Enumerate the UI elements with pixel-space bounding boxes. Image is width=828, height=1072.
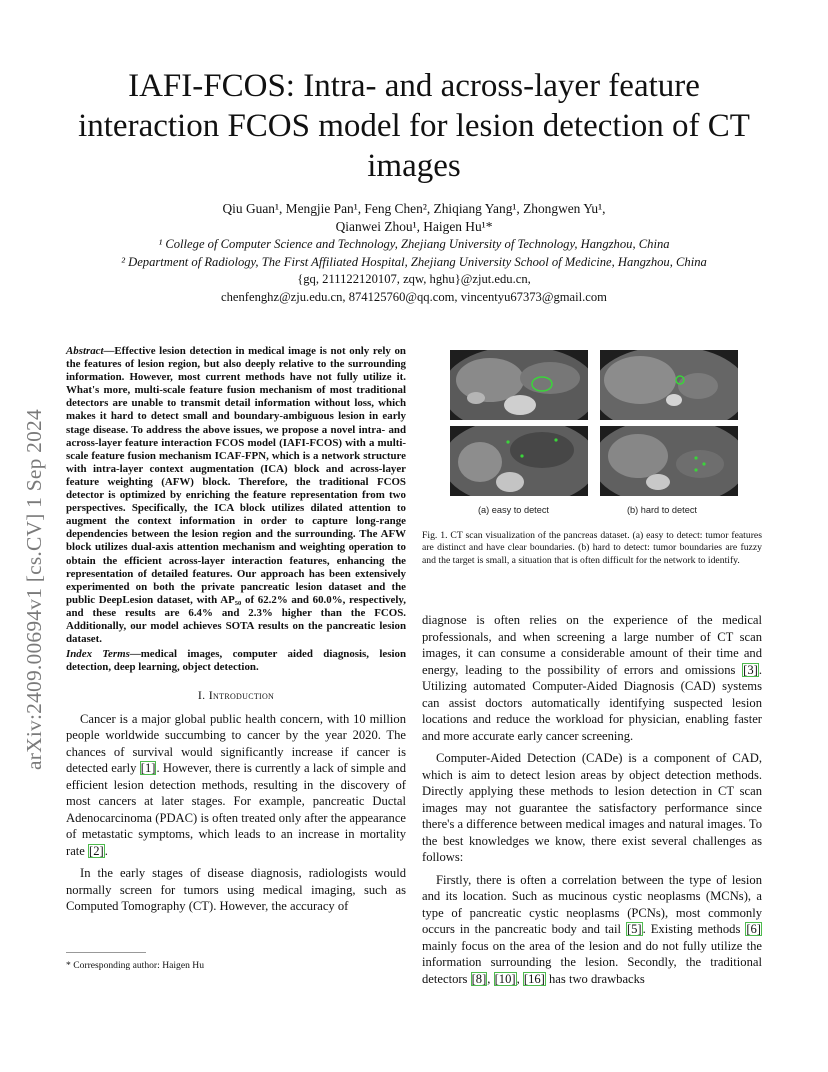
affiliation-1: ¹ College of Computer Science and Technology, Zhejiang University of Technology, Hangzhou, China [158, 237, 670, 251]
citation-link[interactable]: [8] [471, 971, 487, 986]
abstract [66, 345, 406, 646]
author-line-1: Qiu Guan¹, Mengjie Pan¹, Feng Chen², Zhiqiang Yang¹, Zhongwen Yu¹, [222, 201, 606, 216]
text-run: , [487, 971, 494, 986]
citation-link[interactable]: [10] [494, 971, 516, 986]
affiliation-2: ² Department of Radiology, The First Affiliated Hospital, Zhejiang University School of Medicine, Hangzhou, China [121, 254, 707, 269]
footnote-rule [66, 952, 146, 953]
ct-panel-a-bottom [450, 426, 588, 496]
text-run: . Utilizing automated Computer-Aided Diagnosis (CAD) systems can assist doctors automatically identifying suspected lesion locations and reduce the workload for physician, enabling faster and more accurate early cancer screening. [422, 662, 762, 743]
right-column [422, 612, 762, 993]
text-run: mainly focus on the area of the lesion and do not fully utilize the information surrounding the lesion. Secondly, the traditional detectors [422, 938, 762, 986]
text-run: Cancer is a major global public health concern, with 10 million people worldwide succumbing to cancer by the year 2020. The chances of survival would significantly increase if cancer is detected early [66, 711, 406, 776]
left-column [66, 345, 406, 921]
citation-link[interactable]: [2] [89, 843, 104, 858]
citation-link[interactable]: [1] [140, 761, 156, 776]
citation-link[interactable]: [5] [626, 922, 642, 936]
footnote: * Corresponding author: Haigen Hu [66, 960, 205, 971]
ct-panel-a-top [450, 350, 588, 420]
arxiv-identifier: arXiv:2409.00694v1 [cs.CV] 1 Sep 2024 [22, 409, 46, 770]
text-run: . [104, 843, 108, 858]
index-terms-label: Index Terms [66, 648, 130, 661]
intro-paragraph-4: Computer-Aided Detection (CADe) is a component of CAD, which is aim to detect lesion areas by object detection methods. Directly applying these methods to lesion detection in CT scan images may not guarantee the satisfactory performance since there's a difference between medical images and natural images. To the best knowledges we know, there exist several challenges as follows: [422, 751, 762, 864]
author-line-2: Qianwei Zhou¹, Haigen Hu¹* [335, 218, 493, 234]
citation-link[interactable]: [16] [523, 971, 545, 986]
arxiv-sidebar [21, 290, 47, 770]
email-line-2: chenfenghz@zju.edu.cn, 874125760@qq.com, vincentyu67373@gmail.com [221, 289, 607, 304]
text-run: . However, there is currently a lack of simple and efficient lesion detection methods, resulting in the discovery of most cancers at later stages. For example, pancreatic Ductal Adenocarcinoma (PDAC) is often treated only after the appearance of metastatic symptoms, which leads to an increase in mortality rate [66, 761, 406, 858]
index-terms-text: —medical images, computer aided diagnosis, lesion detection, deep learning, object detection. [66, 648, 406, 674]
affiliations [62, 236, 766, 306]
intro-paragraph-3 [422, 612, 762, 744]
abstract-label: Abstract [66, 345, 104, 357]
author-list [62, 200, 766, 235]
intro-paragraph-1 [66, 711, 406, 860]
figure-1 [450, 350, 738, 498]
paper-title: IAFI-FCOS: Intra- and across-layer feature interaction FCOS model for lesion detection of CT images [78, 68, 750, 184]
intro-paragraph-5 [422, 872, 762, 988]
subcaption-a: (a) easy to detect [478, 505, 549, 515]
email-line-1: {gq, 211122120107, zqw, hghu}@zjut.edu.cn, [297, 272, 531, 286]
section-heading [66, 688, 406, 702]
section-number: I. [197, 688, 206, 703]
abstract-text: —Effective lesion detection in medical image is not only rely on the features of lesion region, but also deeply relative to the surrounding information. However, most current methods have not fully utilize it. What's more, multi-scale feature fusion mechanism of most traditional detectors are unable to transmit detail information without loss, which makes it hard to detect small and boundary-ambiguous lesion in early stage disease. To address the above issues, we propose a novel intra- and across-layer feature interaction FCOS model (IAFI-FCOS) with a multi-scale feature fusion mechanism ICAF-FPN, which is a network structure with intra-layer context augmentation (ICA) block and across-layer feature weighting (AFW) block. Therefore, the traditional FCOS detector is optimized by enriching the feature representation from two perspectives. Specifically, the ICA block utilizes dilated attention to augment the context information in order to capture long-range dependencies between the lesion region and the surrounding. The AFW block utilizes dual-axis attention mechanism and weighting operation to obtain the efficient across-layer interaction features, enhancing the representation of detailed features. Our approach has been extensively experimented on both the private pancreatic lesion dataset and the public DeepLesion dataset, with AP₅₀ of 62.2% and 60.0%, respectively, and these results are 6.4% and 2.3% higher than the FCOS. Additionally, our model achieves SOTA results on the pancreatic lesion dataset. [66, 345, 406, 646]
index-terms [66, 648, 406, 674]
text-run: , [516, 971, 523, 986]
text-run: diagnose is often relies on the experience of the medical professionals, and when screening a large number of CT scan images, it can consume a considerable amount of their time and energy, leading to the possibility of errors and omissions [422, 613, 762, 677]
figure-caption: Fig. 1. CT scan visualization of the pancreas dataset. (a) easy to detect: tumor features are distinct and have clear boundaries. (b) hard to detect: tumor boundaries are fuzzy and the target is small, a situation that is often difficult for the network to identify. [422, 530, 762, 566]
text-run: Firstly, there is often a correlation between the type of lesion and its location. Such as mucinous cystic neoplasms (MCNs), a type of pancreatic cystic neoplasms (PCNs), most commonly occurs in the pancreatic body and tail [422, 872, 762, 936]
intro-paragraph-2: In the early stages of disease diagnosis, radiologists would normally screen for tumors using medical imaging, such as Computed Tomography (CT). However, the accuracy of [66, 866, 406, 914]
text-run: has two drawbacks [545, 971, 645, 986]
citation-link[interactable]: [3] [743, 662, 758, 677]
ct-panel-b-top [600, 350, 738, 420]
ct-panel-b-bottom [600, 426, 738, 496]
text-run: . Existing methods [642, 922, 746, 936]
subcaption-b: (b) hard to detect [627, 505, 697, 515]
section-title: Introduction [208, 688, 275, 703]
citation-link[interactable]: [6] [746, 922, 761, 936]
